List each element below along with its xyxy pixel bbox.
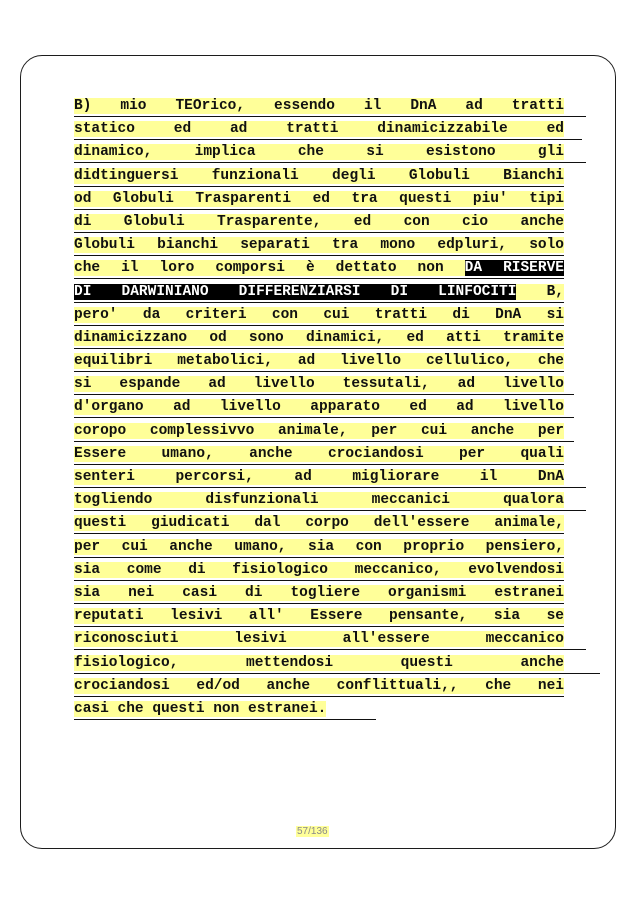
text-underline — [74, 557, 564, 558]
highlighted-text: per cui anche umano, sia con proprio pensiero, — [74, 538, 564, 555]
text-underline — [74, 209, 564, 210]
text-underline — [74, 696, 564, 697]
highlighted-text: B, — [516, 283, 564, 300]
text-underline — [74, 580, 564, 581]
text-line — [74, 374, 564, 397]
document-body — [74, 96, 564, 722]
highlighted-text: equilibri metabolici, ad livello cellulico, che — [74, 353, 564, 370]
text-underline — [74, 719, 376, 720]
text-underline — [74, 649, 586, 650]
text-line — [74, 235, 564, 258]
text-underline — [74, 302, 564, 303]
highlighted-text: B) mio TEOrico, essendo il DnA ad tratti — [74, 98, 564, 114]
text-line — [74, 212, 564, 235]
highlighted-text: sia nei casi di togliere organismi estranei — [74, 584, 564, 601]
text-line — [74, 676, 564, 699]
text-line — [74, 351, 564, 374]
highlighted-text: senteri percorsi, ad migliorare il DnA — [74, 469, 564, 485]
text-line — [74, 490, 564, 513]
text-underline — [74, 139, 582, 140]
highlighted-text: togliendo disfunzionali meccanici qualora — [74, 492, 564, 509]
text-line — [74, 96, 564, 119]
text-underline — [74, 464, 564, 465]
text-underline — [74, 162, 586, 163]
text-line — [74, 560, 564, 583]
text-line — [74, 119, 564, 142]
highlighted-text: Essere umano, anche crociandosi per quali — [74, 445, 564, 462]
text-underline — [74, 533, 564, 534]
highlighted-text: fisiologico, mettendosi questi anche — [74, 654, 564, 671]
text-line — [74, 421, 564, 444]
highlighted-text: dinamicizzano od sono dinamici, ed atti tramite — [74, 329, 564, 346]
text-underline — [74, 348, 564, 349]
text-underline — [74, 603, 564, 604]
text-underline — [74, 626, 564, 627]
highlighted-text: reputati lesivi all' Essere pensante, sia se — [74, 608, 564, 625]
text-line — [74, 444, 564, 467]
text-underline — [74, 394, 574, 395]
highlighted-text: casi che questi non estranei. — [74, 700, 327, 717]
text-underline — [74, 441, 574, 442]
text-underline — [74, 186, 564, 187]
highlighted-text: Globuli bianchi separati tra mono edpluri, solo — [74, 237, 564, 254]
text-underline — [74, 278, 564, 279]
highlighted-text: dinamico, implica che si esistono gli — [74, 144, 564, 161]
highlighted-text: riconosciuti lesivi all'essere meccanico — [74, 631, 564, 648]
text-underline — [74, 116, 586, 117]
text-line — [74, 282, 564, 305]
text-underline — [74, 371, 564, 372]
highlighted-text: didtinguersi funzionali degli Globuli Bianchi — [74, 167, 564, 184]
text-line — [74, 305, 564, 328]
highlighted-text-reversed: DI DARWINIANO DIFFERENZIARSI DI LINFOCITI — [74, 283, 517, 300]
text-underline — [74, 673, 600, 674]
text-underline — [74, 232, 564, 233]
text-underline — [74, 417, 574, 418]
text-line — [74, 513, 564, 536]
highlighted-text: questi giudicati dal corpo dell'essere animale, — [74, 515, 564, 532]
text-line — [74, 583, 564, 606]
text-line — [74, 537, 564, 560]
highlighted-text: statico ed ad tratti dinamicizzabile ed — [74, 121, 564, 138]
text-underline — [74, 255, 564, 256]
page-number: 57/136 — [297, 826, 328, 837]
highlighted-text: coropo complessivvo animale, per cui anche per — [74, 422, 564, 439]
text-line — [74, 189, 564, 212]
text-line — [74, 629, 564, 652]
highlighted-text: di Globuli Trasparente, ed con cio anche — [74, 213, 564, 230]
text-line — [74, 166, 564, 189]
text-line — [74, 142, 564, 165]
highlighted-text-reversed: DA RISERVE — [464, 260, 564, 277]
highlighted-text: pero' da criteri con cui tratti di DnA si — [74, 306, 564, 323]
text-line — [74, 397, 564, 420]
text-underline — [74, 487, 586, 488]
text-line — [74, 606, 564, 629]
highlighted-text: od Globuli Trasparenti ed tra questi piu' tipi — [74, 190, 564, 207]
text-line — [74, 328, 564, 351]
highlighted-text: che il loro comporsi è dettato non — [74, 260, 465, 277]
text-line — [74, 653, 564, 676]
highlighted-text: si espande ad livello tessutali, ad livello — [74, 376, 564, 393]
text-line — [74, 699, 564, 722]
text-line — [74, 258, 564, 281]
text-underline — [74, 325, 564, 326]
highlighted-text: d'organo ad livello apparato ed ad livello — [74, 399, 564, 416]
highlighted-text: sia come di fisiologico meccanico, evolvendosi — [74, 561, 564, 578]
text-underline — [74, 510, 586, 511]
text-line — [74, 467, 564, 490]
highlighted-text: crociandosi ed/od anche conflittuali,, che nei — [74, 677, 564, 694]
